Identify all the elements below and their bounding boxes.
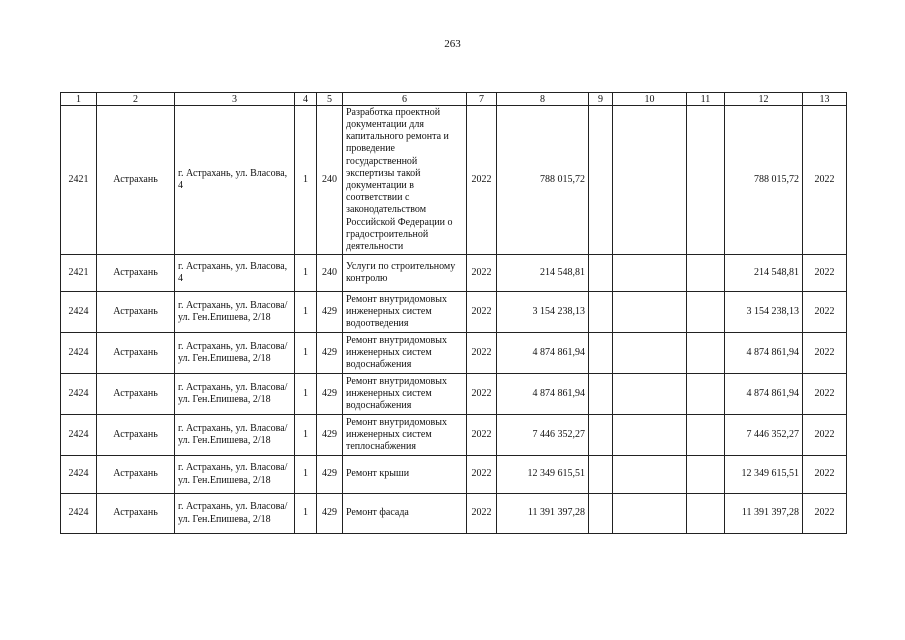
column-header: 8	[497, 93, 589, 106]
cell-year: 2022	[467, 255, 497, 292]
column-header: 7	[467, 93, 497, 106]
cell-city: Астрахань	[97, 292, 175, 333]
cell-col-9	[589, 456, 613, 494]
cell-col-9	[589, 494, 613, 534]
cell-house-count: 1	[295, 456, 317, 494]
cell-col-9	[589, 106, 613, 255]
cell-col-11	[687, 456, 725, 494]
cell-address: г. Астрахань, ул. Власова/ ул. Ген.Епишева, 2/18	[175, 456, 295, 494]
column-header: 9	[589, 93, 613, 106]
cell-amount: 7 446 352,27	[497, 415, 589, 456]
cell-amount: 4 874 861,94	[497, 374, 589, 415]
cell-record-id: 2424	[61, 415, 97, 456]
cell-col-9	[589, 292, 613, 333]
cell-record-id: 2421	[61, 106, 97, 255]
table-row	[61, 292, 847, 333]
cell-completion-year: 2022	[803, 415, 847, 456]
cell-completion-year: 2022	[803, 106, 847, 255]
column-number-row	[61, 93, 847, 106]
cell-col-9	[589, 333, 613, 374]
cell-completion-year: 2022	[803, 255, 847, 292]
cell-code: 429	[317, 333, 343, 374]
cell-record-id: 2424	[61, 333, 97, 374]
cell-total-amount: 214 548,81	[725, 255, 803, 292]
cell-col-11	[687, 255, 725, 292]
column-header: 1	[61, 93, 97, 106]
cell-col-9	[589, 415, 613, 456]
cell-code: 429	[317, 415, 343, 456]
cell-amount: 11 391 397,28	[497, 494, 589, 534]
cell-col-11	[687, 374, 725, 415]
cell-year: 2022	[467, 494, 497, 534]
table-row	[61, 106, 847, 255]
cell-col-11	[687, 292, 725, 333]
cell-code: 240	[317, 255, 343, 292]
cell-record-id: 2421	[61, 255, 97, 292]
cell-city: Астрахань	[97, 106, 175, 255]
table-row	[61, 255, 847, 292]
table-row	[61, 333, 847, 374]
cell-amount: 3 154 238,13	[497, 292, 589, 333]
cell-city: Астрахань	[97, 494, 175, 534]
cell-col-10	[613, 374, 687, 415]
cell-address: г. Астрахань, ул. Власова/ ул. Ген.Епишева, 2/18	[175, 374, 295, 415]
cell-work-type: Ремонт внутридомовых инженерных систем водоснабжения	[343, 333, 467, 374]
cell-code: 429	[317, 456, 343, 494]
cell-col-9	[589, 374, 613, 415]
cell-address: г. Астрахань, ул. Власова/ ул. Ген.Епишева, 2/18	[175, 292, 295, 333]
cell-address: г. Астрахань, ул. Власова/ ул. Ген.Епишева, 2/18	[175, 494, 295, 534]
cell-record-id: 2424	[61, 494, 97, 534]
cell-completion-year: 2022	[803, 456, 847, 494]
cell-col-10	[613, 333, 687, 374]
page-number: 263	[444, 38, 461, 50]
cell-house-count: 1	[295, 374, 317, 415]
cell-work-type: Разработка проектной документации для капитального ремонта и проведение государственной экспертизы такой документации в соответствии с законодательством Российской Федерации о градостроительной деятельности	[343, 106, 467, 255]
cell-house-count: 1	[295, 415, 317, 456]
cell-year: 2022	[467, 415, 497, 456]
cell-year: 2022	[467, 292, 497, 333]
cell-record-id: 2424	[61, 374, 97, 415]
cell-city: Астрахань	[97, 415, 175, 456]
cell-total-amount: 3 154 238,13	[725, 292, 803, 333]
cell-total-amount: 12 349 615,51	[725, 456, 803, 494]
cell-address: г. Астрахань, ул. Власова/ ул. Ген.Епишева, 2/18	[175, 333, 295, 374]
cell-col-10	[613, 292, 687, 333]
cell-year: 2022	[467, 333, 497, 374]
cell-year: 2022	[467, 106, 497, 255]
cell-city: Астрахань	[97, 333, 175, 374]
cell-completion-year: 2022	[803, 374, 847, 415]
column-header: 3	[175, 93, 295, 106]
column-header: 13	[803, 93, 847, 106]
cell-year: 2022	[467, 374, 497, 415]
cell-col-10	[613, 456, 687, 494]
cell-total-amount: 4 874 861,94	[725, 374, 803, 415]
cell-col-11	[687, 415, 725, 456]
cell-house-count: 1	[295, 106, 317, 255]
cell-city: Астрахань	[97, 374, 175, 415]
cell-total-amount: 7 446 352,27	[725, 415, 803, 456]
cell-code: 429	[317, 292, 343, 333]
cell-amount: 788 015,72	[497, 106, 589, 255]
column-header: 5	[317, 93, 343, 106]
cell-record-id: 2424	[61, 456, 97, 494]
cell-col-9	[589, 255, 613, 292]
cell-col-11	[687, 333, 725, 374]
cell-amount: 214 548,81	[497, 255, 589, 292]
table-body	[61, 106, 847, 534]
cell-col-10	[613, 415, 687, 456]
cell-completion-year: 2022	[803, 333, 847, 374]
cell-total-amount: 788 015,72	[725, 106, 803, 255]
column-header: 11	[687, 93, 725, 106]
cell-work-type: Ремонт внутридомовых инженерных систем водоотведения	[343, 292, 467, 333]
cell-completion-year: 2022	[803, 292, 847, 333]
cell-record-id: 2424	[61, 292, 97, 333]
cell-work-type: Ремонт фасада	[343, 494, 467, 534]
cell-total-amount: 11 391 397,28	[725, 494, 803, 534]
table-row	[61, 374, 847, 415]
table-row	[61, 456, 847, 494]
cell-code: 240	[317, 106, 343, 255]
cell-address: г. Астрахань, ул. Власова/ ул. Ген.Епишева, 2/18	[175, 415, 295, 456]
cell-work-type: Ремонт внутридомовых инженерных систем водоснабжения	[343, 374, 467, 415]
cell-completion-year: 2022	[803, 494, 847, 534]
cell-col-10	[613, 255, 687, 292]
column-header: 2	[97, 93, 175, 106]
cell-work-type: Ремонт внутридомовых инженерных систем теплоснабжения	[343, 415, 467, 456]
cell-house-count: 1	[295, 292, 317, 333]
cell-city: Астрахань	[97, 456, 175, 494]
cell-address: г. Астрахань, ул. Власова, 4	[175, 106, 295, 255]
cell-col-11	[687, 106, 725, 255]
cell-col-10	[613, 106, 687, 255]
cell-house-count: 1	[295, 494, 317, 534]
cell-work-type: Ремонт крыши	[343, 456, 467, 494]
cell-code: 429	[317, 374, 343, 415]
column-header: 4	[295, 93, 317, 106]
cell-address: г. Астрахань, ул. Власова, 4	[175, 255, 295, 292]
table-row	[61, 415, 847, 456]
cell-amount: 4 874 861,94	[497, 333, 589, 374]
cell-col-11	[687, 494, 725, 534]
cell-work-type: Услуги по строительному контролю	[343, 255, 467, 292]
repair-registry-table	[60, 92, 847, 534]
cell-house-count: 1	[295, 255, 317, 292]
cell-city: Астрахань	[97, 255, 175, 292]
cell-code: 429	[317, 494, 343, 534]
cell-house-count: 1	[295, 333, 317, 374]
cell-year: 2022	[467, 456, 497, 494]
column-header: 10	[613, 93, 687, 106]
cell-total-amount: 4 874 861,94	[725, 333, 803, 374]
cell-col-10	[613, 494, 687, 534]
column-header: 12	[725, 93, 803, 106]
cell-amount: 12 349 615,51	[497, 456, 589, 494]
table-row	[61, 494, 847, 534]
column-header: 6	[343, 93, 467, 106]
